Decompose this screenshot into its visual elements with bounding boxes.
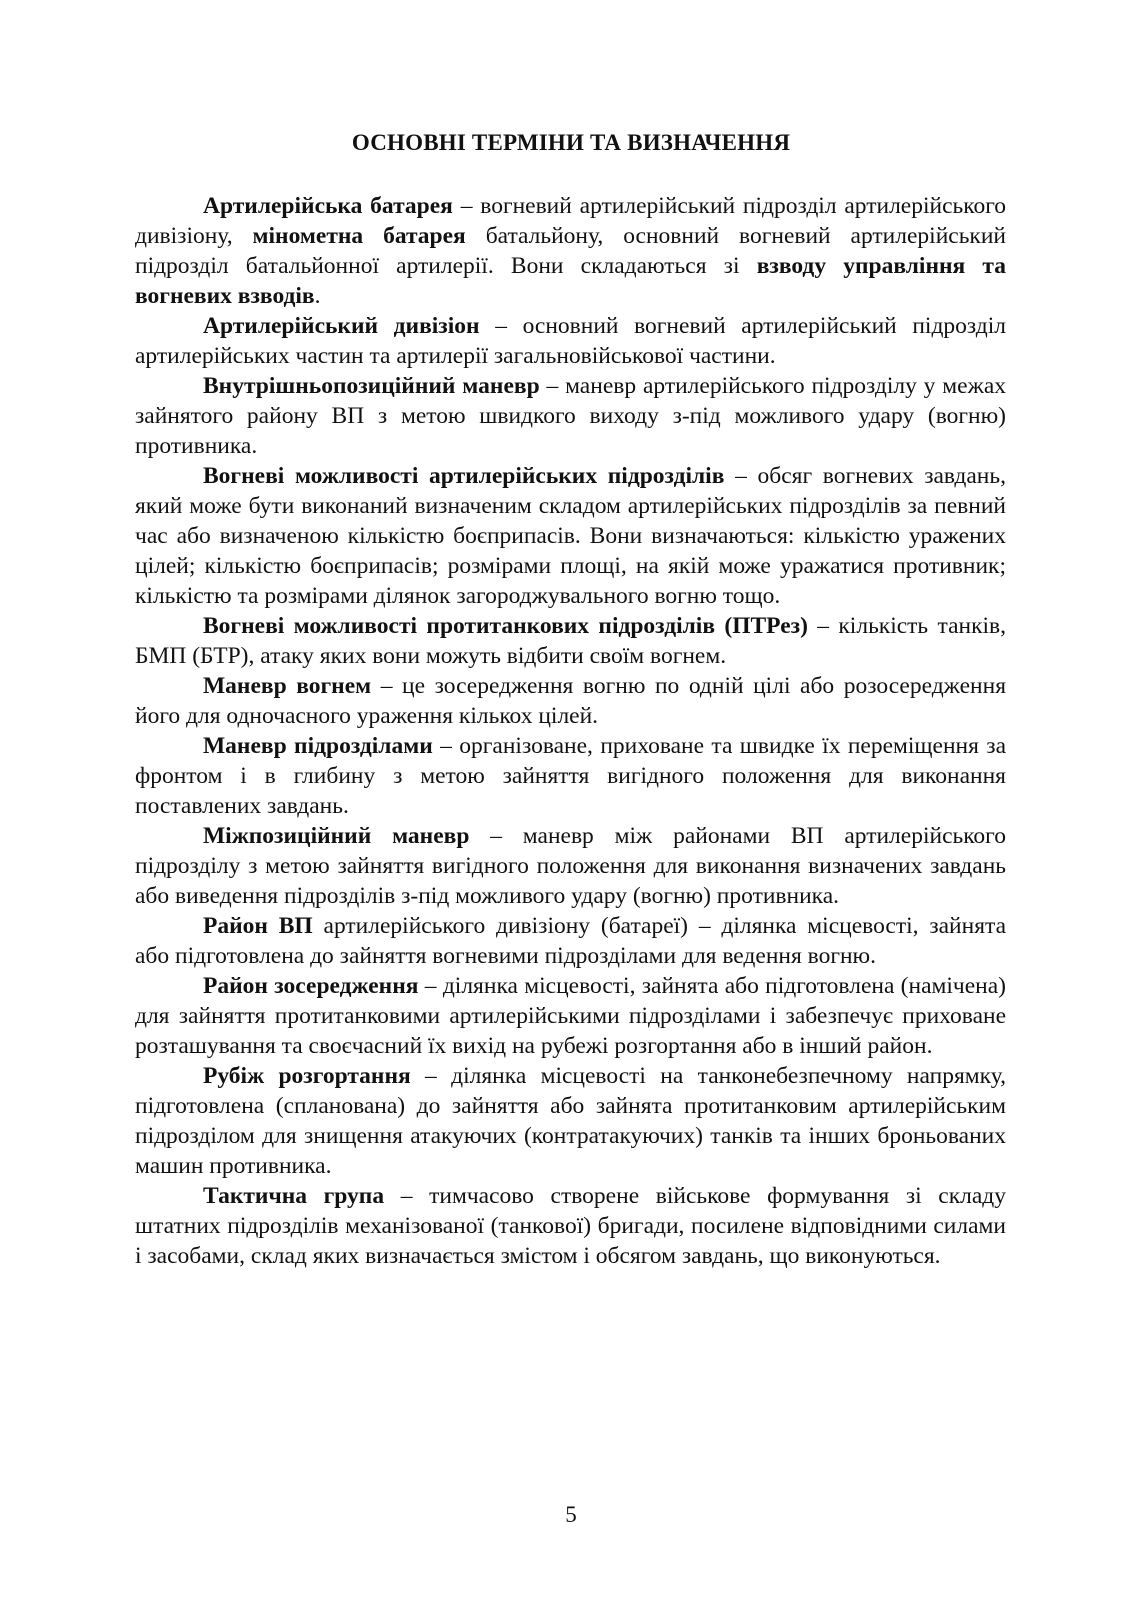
definition-text: – організоване, приховане та швидке їх переміщення за фронтом і в глибину з метою зайняття вигідного положення для виконання поставлених завдань. — [135, 733, 1006, 819]
definition-text: – маневр між районами ВП артилерійського підрозділу з метою зайняття вигідного положення для виконання визначених завдань або виведення підрозділів з-під можливого удару (вогню) противника. — [135, 823, 1006, 909]
page-number: 5 — [565, 1502, 577, 1527]
defined-term: Маневр вогнем — [203, 673, 372, 699]
definition-paragraph — [135, 611, 1006, 671]
definition-text: – це зосередження вогню по одній цілі або розосередження його для одночасного ураження кількох цілей. — [135, 673, 1007, 729]
definition-text: – маневр артилерійського підрозділу у межах зайнятого району ВП з метою швидкого виходу з-під можливого удару (вогню) противника. — [135, 373, 1007, 459]
page-title: ОСНОВНІ ТЕРМІНИ ТА ВИЗНАЧЕННЯ — [351, 130, 791, 155]
definition-paragraph — [135, 911, 1006, 971]
defined-term: Внутрішньопозиційний маневр — [203, 373, 540, 399]
definition-text: – ділянка місцевості, зайнята або підготовлена (намічена) для зайняття протитанковими артилерійськими підрозділами і забезпечує приховане розташування та своєчасний їх вихід на рубежі розгортання або в інший район. — [135, 973, 1006, 1059]
definition-text: – основний вогневий артилерійський підрозділ артилерійських частин та артилерії загальновійськової частини. — [135, 313, 1006, 369]
definition-paragraph — [135, 971, 1006, 1061]
definition-paragraph — [135, 1061, 1006, 1181]
definition-paragraph — [135, 191, 1006, 311]
definition-text: артилерійського дивізіону (батареї) – ділянка місцевості, зайнята або підготовлена до зайняття вогневими підрозділами для ведення вогню. — [135, 913, 1007, 969]
definition-paragraph — [135, 821, 1006, 911]
defined-term: Вогневі можливості протитанкових підрозділів (ПТРез) — [203, 613, 808, 639]
defined-term: мінометна батарея — [252, 223, 466, 249]
defined-term: Вогневі можливості артилерійських підрозділів — [203, 463, 725, 489]
defined-term: Артилерійський дивізіон — [203, 313, 480, 339]
definition-text: батальйону, основний вогневий артилерійський підрозділ батальйонної артилерії. Вони складаються зі — [135, 223, 1006, 279]
definition-paragraph — [135, 1181, 1006, 1271]
definition-text: – тимчасово створене військове формування зі складу штатних підрозділів механізованої (танкової) бригади, посилене відповідними силами і засобами, склад яких визначається змістом і обсягом завдань, що виконуються. — [135, 1183, 1007, 1269]
defined-term: Рубіж розгортання — [203, 1063, 411, 1089]
definition-paragraph — [135, 311, 1006, 371]
defined-term: Артилерійська батарея — [203, 193, 453, 219]
definition-text: – ділянка місцевості на танконебезпечному напрямку, підготовлена (спланована) до зайняття або зайнята протитанковим артилерійським підрозділом для знищення атакуючих (контратакуючих) танків та інших броньованих машин противника. — [135, 1063, 1006, 1179]
defined-term: взводу управління та вогневих взводів — [135, 253, 1006, 309]
defined-term: Район ВП — [203, 913, 313, 939]
definition-text: – обсяг вогневих завдань, який може бути виконаний визначеним складом артилерійських підрозділів за певний час або визначеною кількістю боєприпасів. Вони визначаються: кількістю уражених цілей; кількістю боєприпасів; розмірами площі, на якій може уражатися противник; кількістю та розмірами ділянок загороджувального вогню тощо. — [135, 463, 1006, 609]
defined-term: Район зосередження — [203, 973, 419, 999]
definition-paragraph — [135, 461, 1006, 611]
definition-text: – вогневий артилерійський підрозділ артилерійського дивізіону, — [135, 193, 1007, 249]
definition-paragraph — [135, 731, 1006, 821]
glossary-body — [135, 191, 1006, 1271]
definition-paragraph — [135, 671, 1006, 731]
definition-text: . — [314, 283, 321, 309]
defined-term: Маневр підрозділами — [203, 733, 433, 759]
definition-paragraph — [135, 371, 1006, 461]
definition-text: – кількість танків, БМП (БТР), атаку яких вони можуть відбити своїм вогнем. — [135, 613, 1006, 669]
defined-term: Тактична група — [203, 1183, 385, 1209]
defined-term: Міжпозиційний маневр — [203, 823, 470, 849]
